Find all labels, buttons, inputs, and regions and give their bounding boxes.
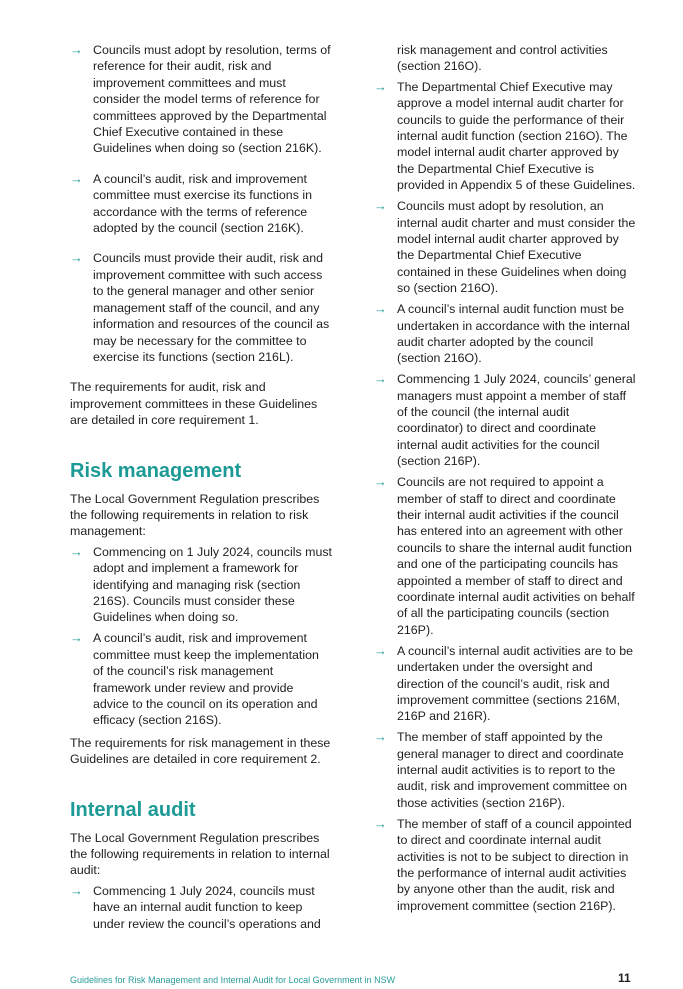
- list-item: → A council’s internal audit function must be undertaken in accordance with the internal audit charter adopted by the council (section 216O).: [374, 301, 630, 366]
- risk-requirements-list: [70, 544, 332, 729]
- arrow-right-icon: →: [374, 474, 387, 490]
- arrow-right-icon: →: [70, 630, 83, 646]
- risk-intro: The Local Government Regulation prescribes the following requirements in relation to risk management:: [70, 491, 320, 539]
- footer-document-title: Guidelines for Risk Management and Internal Audit for Local Government in NSW: [70, 975, 396, 985]
- arrow-right-icon: →: [374, 642, 387, 658]
- list-item: → A council’s audit, risk and improvement committee must exercise its functions in accordance with the terms of reference adopted by the council (section 216K).: [70, 170, 312, 236]
- list-item: → The member of staff appointed by the general manager to direct and coordinate internal audit activities is to report to the audit, risk and improvement committee on those activities (section 216P).: [374, 729, 628, 810]
- arrow-right-icon: →: [374, 729, 387, 745]
- arrow-right-icon: →: [374, 78, 387, 94]
- internal-audit-requirements-list: [374, 79, 638, 914]
- arrow-right-icon: →: [70, 170, 83, 186]
- list-item: → A council’s audit, risk and improvement committee must keep the implementation of the council’s risk management framework under review and provide advice to the council on its operation and efficacy (section 216S).: [70, 630, 319, 728]
- list-item: → The Departmental Chief Executive may approve a model internal audit charter for councils to guide the performance of their internal audit function (section 216O). The model internal audit charter approved by the Departmental Chief Executive is provided in Appendix 5 of these Guidelines.: [374, 78, 636, 193]
- list-item: → Commencing 1 July 2024, councils must have an internal audit function to keep under review the council’s operations and: [70, 882, 321, 931]
- arrow-right-icon: →: [70, 882, 83, 898]
- arrow-right-icon: →: [70, 42, 83, 57]
- list-item: → Councils must adopt by resolution, terms of reference for their audit, risk and improvement committees and must consider the model terms of reference for committees approved by the Departmental Chief Executive contained in these Guidelines when doing so (section 216K).: [70, 42, 331, 156]
- risk-management-heading: Risk management: [70, 459, 242, 482]
- list-item: → Councils must provide their audit, risk and improvement committee with such access to the general manager and other senior management staff of the council, and any information and resources of the council as may be necessary for the committee to exercise its functions (section 216L).: [70, 250, 330, 364]
- left-column: [70, 42, 332, 936]
- arrow-right-icon: →: [70, 543, 83, 559]
- page-number: 11: [618, 971, 631, 985]
- list-item: → Commencing on 1 July 2024, councils must adopt and implement a framework for identifying and managing risk (section 216S). Councils must consider these Guidelines when doing so.: [70, 543, 332, 625]
- internal-audit-heading: Internal audit: [70, 798, 196, 821]
- audit-intro: The Local Government Regulation prescribes the following requirements in relation to internal audit:: [70, 830, 330, 878]
- arrow-right-icon: →: [374, 371, 387, 387]
- arrow-right-icon: →: [374, 198, 387, 214]
- list-item: → A council’s internal audit activities are to be undertaken under the oversight and direction of the council’s audit, risk and improvement committee (sections 216M, 216P and 216R).: [374, 642, 634, 724]
- arrow-right-icon: →: [374, 815, 387, 831]
- list-item: → The member of staff of a council appointed to direct and coordinate internal audit activities is not to be subject to direction in the performance of internal audit activities by anyone other than the audit, risk and improvement committee (section 216P).: [374, 815, 632, 913]
- arrow-right-icon: →: [374, 301, 387, 317]
- committees-note: The requirements for audit, risk and improvement committees in these Guidelines are detailed in core requirement 1.: [70, 380, 318, 428]
- list-item: → Councils must adopt by resolution, an internal audit charter and must consider the model internal audit charter approved by the Departmental Chief Executive contained in these Guidelines when doing so (section 216O).: [374, 198, 636, 296]
- audit-requirements-list: [70, 883, 332, 932]
- list-item: → Commencing 1 July 2024, councils’ general managers must appoint a member of staff of the council (the internal audit coordinator) to direct and coordinate internal audit activities for the council (section 216P).: [374, 371, 636, 469]
- list-item: → Councils are not required to appoint a member of staff to direct and coordinate their internal audit activities if the council has entered into an agreement with other councils to share the internal audit function and one of the participating councils has appointed a member of staff to direct and coordinate internal audit activities on behalf of all the participating councils (section 216P).: [374, 474, 635, 637]
- arrow-right-icon: →: [70, 250, 83, 266]
- right-column: [374, 42, 638, 919]
- continued-text: risk management and control activities (section 216O).: [397, 43, 608, 74]
- risk-note: The requirements for risk management in these Guidelines are detailed in core requirement 2.: [70, 735, 331, 767]
- committee-requirements-list: [70, 42, 332, 365]
